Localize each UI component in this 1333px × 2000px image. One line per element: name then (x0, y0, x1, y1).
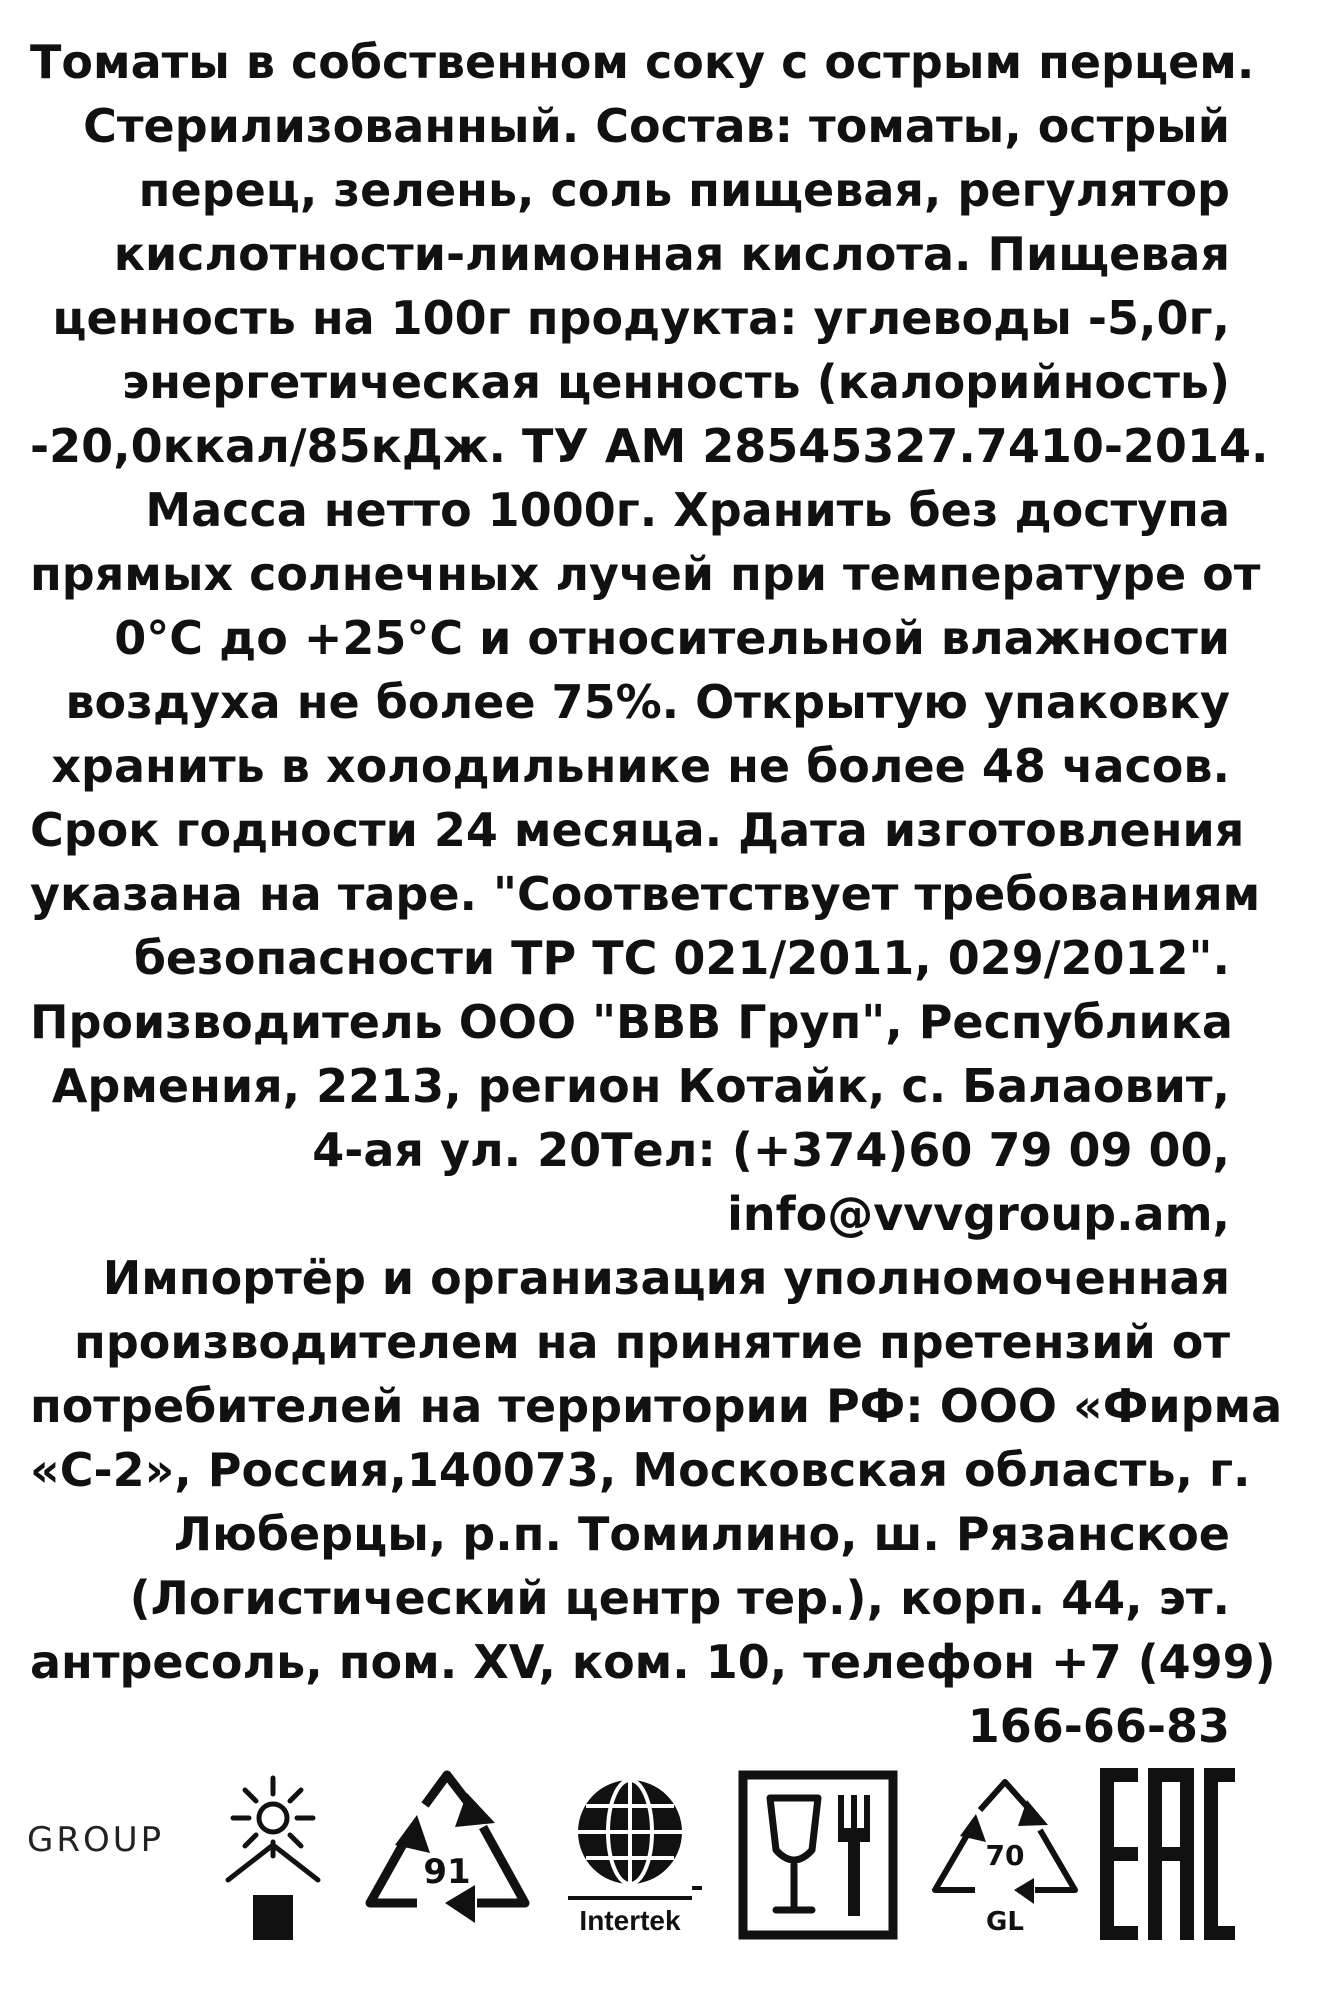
label-line: прямых солнечных лучей при температуре от (30, 547, 1261, 601)
label-line: Люберцы, р.п. Томилино, ш. Рязанское (173, 1507, 1230, 1561)
recycle-91-number: 91 (423, 1852, 471, 1892)
label-line: Стерилизованный. Состав: томаты, острый (83, 99, 1230, 153)
label-line: Срок годности 24 месяца. Дата изготовления (30, 803, 1245, 857)
recycle-70-material: GL (986, 1907, 1024, 1937)
eac-mark-icon (1100, 1768, 1235, 1940)
label-line: ценность на 100г продукта: углеводы -5,0г, (52, 291, 1230, 345)
food-contact-icon (738, 1770, 898, 1940)
label-line: антресоль, пом. XV, ком. 10, телефон +7 (499) (30, 1635, 1276, 1689)
label-line: Томаты в собственном соку с острым перцем. (30, 35, 1255, 89)
label-line: Производитель ООО "ВВВ Груп", Республика (30, 995, 1233, 1049)
keep-away-from-sunlight-icon (218, 1770, 328, 1945)
label-line: 166-66-83 (967, 1699, 1230, 1753)
label-line: перец, зелень, соль пищевая, регулятор (138, 163, 1230, 217)
group-text: GROUP (27, 1820, 165, 1860)
label-line: безопасности ТР ТС 021/2011, 029/2012". (133, 931, 1230, 985)
label-line: 0°C до +25°C и относительной влажности (114, 611, 1230, 665)
product-label-text (30, 30, 1283, 1758)
recycle-70-glass-icon (930, 1770, 1080, 1940)
label-line: Масса нетто 1000г. Хранить без доступа (145, 483, 1230, 537)
intertek-globe-icon (560, 1770, 710, 1940)
label-line: -20,0ккал/85кДж. ТУ АМ 28545327.7410-2014. (30, 419, 1269, 473)
recycle-70-number: 70 (985, 1839, 1025, 1872)
label-line: Импортёр и организация уполномоченная (102, 1251, 1230, 1305)
label-line: производителем на принятие претензий от (74, 1315, 1230, 1369)
label-line: (Логистический центр тер.), корп. 44, эт. (129, 1571, 1230, 1625)
intertek-text: Intertek (579, 1905, 681, 1936)
label-line: указана на таре. "Соответствует требованиям (30, 867, 1261, 921)
label-line: воздуха не более 75%. Открытую упаковку (65, 675, 1230, 729)
label-line: Армения, 2213, регион Котайк, с. Балаовит, (51, 1059, 1230, 1113)
label-line: кислотности-лимонная кислота. Пищевая (113, 227, 1230, 281)
label-line: «С-2», Россия,140073, Московская область, г. (30, 1443, 1251, 1497)
label-line: энергетическая ценность (калорийность) (121, 355, 1230, 409)
label-line: потребителей на территории РФ: ООО «Фирма (30, 1379, 1283, 1433)
label-line: 4-ая ул. 20Тел: (+374)60 79 09 00, (312, 1123, 1230, 1177)
label-line: хранить в холодильнике не более 48 часов. (51, 739, 1230, 793)
recycle-91-icon (355, 1765, 540, 1940)
label-line: info@vvvgroup.am, (727, 1187, 1230, 1241)
